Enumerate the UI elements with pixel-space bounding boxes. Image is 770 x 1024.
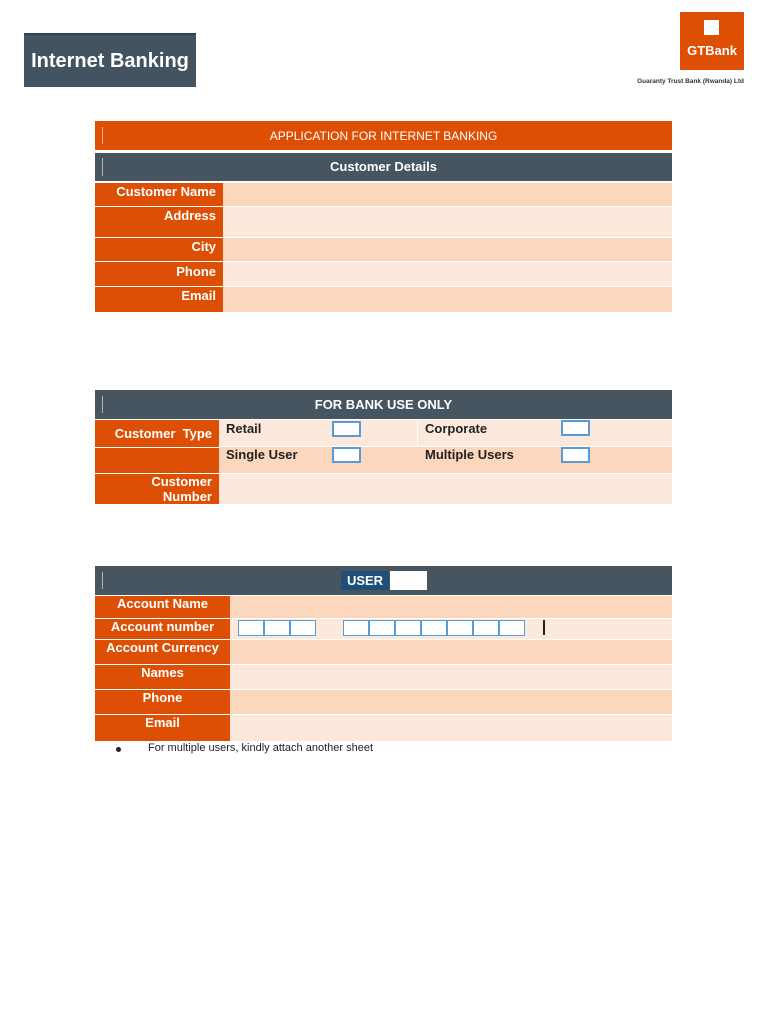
user-number-box[interactable] bbox=[390, 571, 427, 590]
phone-field[interactable] bbox=[223, 262, 672, 286]
user-bar bbox=[95, 566, 672, 595]
multiple-users-note: For multiple users, kindly attach another sheet bbox=[148, 742, 374, 754]
account-digit-box[interactable] bbox=[499, 620, 525, 636]
user-email-label: Email bbox=[95, 715, 230, 741]
user-phone-field[interactable] bbox=[230, 690, 672, 714]
bar-tick bbox=[102, 572, 103, 589]
phone-label: Phone bbox=[95, 262, 223, 286]
address-label: Address bbox=[95, 207, 223, 237]
email-label: Email bbox=[95, 287, 223, 312]
single-user-checkbox[interactable] bbox=[332, 447, 361, 463]
application-title: APPLICATION FOR INTERNET BANKING bbox=[269, 129, 498, 143]
account-digit-box[interactable] bbox=[447, 620, 473, 636]
account-number-end-mark bbox=[543, 620, 545, 635]
city-label: City bbox=[95, 238, 223, 261]
customer-details-title: Customer Details bbox=[330, 159, 437, 174]
account-currency-field[interactable] bbox=[230, 640, 672, 664]
retail-checkbox[interactable] bbox=[332, 421, 361, 437]
user-phone-label: Phone bbox=[95, 690, 230, 714]
names-label: Names bbox=[95, 665, 230, 689]
logo-text: GTBank bbox=[687, 43, 737, 58]
logo-square-icon bbox=[704, 20, 719, 35]
account-digit-box[interactable] bbox=[238, 620, 264, 636]
account-digit-box[interactable] bbox=[264, 620, 290, 636]
note-bullet-icon bbox=[116, 747, 121, 752]
city-field[interactable] bbox=[223, 238, 672, 261]
account-currency-label: Account Currency bbox=[95, 640, 230, 664]
user-email-field[interactable] bbox=[230, 715, 672, 741]
address-field[interactable] bbox=[223, 207, 672, 237]
customer-number-field[interactable] bbox=[219, 474, 672, 504]
email-field[interactable] bbox=[223, 287, 672, 312]
customer-name-field[interactable] bbox=[223, 183, 672, 206]
retail-label: Retail bbox=[226, 421, 262, 436]
account-digit-box[interactable] bbox=[473, 620, 499, 636]
customer-details-bar bbox=[95, 153, 672, 181]
application-title-bar bbox=[95, 121, 672, 150]
bank-name: Guaranty Trust Bank (Rwanda) Ltd bbox=[637, 78, 744, 85]
names-field[interactable] bbox=[230, 665, 672, 689]
customer-name-label: Customer Name bbox=[95, 183, 223, 206]
bank-use-bar bbox=[95, 390, 672, 419]
gtbank-logo bbox=[680, 12, 744, 70]
corporate-label: Corporate bbox=[425, 421, 488, 436]
account-digit-box[interactable] bbox=[343, 620, 369, 636]
multiple-users-label: Multiple Users bbox=[425, 447, 514, 462]
user-title: USER bbox=[341, 571, 389, 590]
user-type-label bbox=[95, 448, 219, 473]
internet-banking-title: Internet Banking bbox=[24, 33, 196, 87]
customer-number-label: Customer Number bbox=[95, 474, 219, 504]
bank-use-title: FOR BANK USE ONLY bbox=[314, 397, 453, 412]
single-user-label: Single User bbox=[226, 447, 298, 462]
account-name-field[interactable] bbox=[230, 596, 672, 618]
account-digit-box[interactable] bbox=[395, 620, 421, 636]
account-digit-box[interactable] bbox=[369, 620, 395, 636]
account-number-label: Account number bbox=[95, 619, 230, 639]
account-name-label: Account Name bbox=[95, 596, 230, 618]
account-digit-box[interactable] bbox=[421, 620, 447, 636]
customer-type-label: Customer Type bbox=[95, 420, 219, 447]
corporate-checkbox[interactable] bbox=[561, 420, 590, 436]
multiple-users-checkbox[interactable] bbox=[561, 447, 590, 463]
account-digit-box[interactable] bbox=[290, 620, 316, 636]
